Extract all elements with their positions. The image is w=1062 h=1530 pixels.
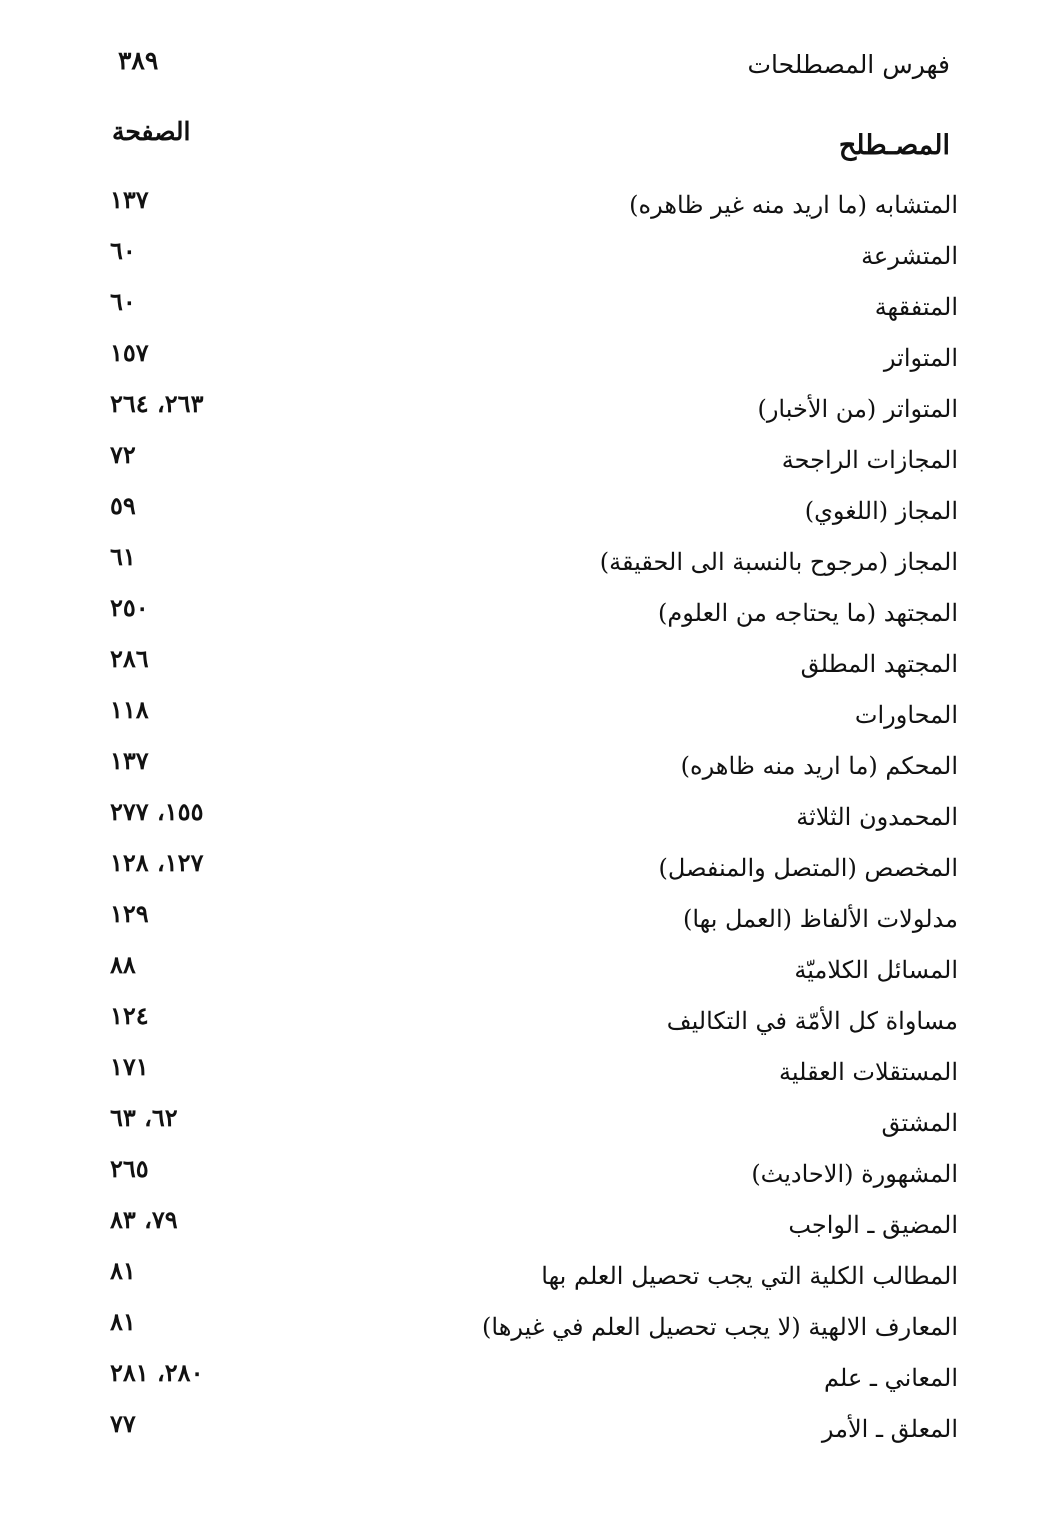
entry-pages: ١٣٧	[110, 185, 149, 214]
index-entry	[100, 1101, 962, 1152]
entry-term: المحكم (ما اريد منه ظاهره)	[680, 752, 958, 780]
entry-term: المحمدون الثلاثة	[796, 803, 958, 831]
entry-pages: ٧٢	[110, 440, 136, 469]
column-header-term: المصـطلح	[838, 130, 950, 161]
entry-term: المسائل الكلاميّة	[794, 956, 958, 984]
entry-pages: ١٥٥، ٢٧٧	[110, 797, 204, 826]
entry-pages: ١١٨	[110, 695, 149, 724]
entry-term: المعارف الالهية (لا يجب تحصيل العلم في غيرها)	[482, 1313, 958, 1341]
entry-pages: ٢٨٦	[110, 644, 149, 673]
entry-term: المتفقهة	[874, 293, 958, 321]
entry-pages: ١٢٤	[110, 1001, 149, 1030]
entry-term: المشتق	[881, 1109, 958, 1137]
index-entry	[100, 846, 962, 897]
entry-term: المضيق ـ الواجب	[788, 1211, 958, 1239]
entry-term: المطالب الكلية التي يجب تحصيل العلم بها	[541, 1262, 958, 1290]
entry-term: المتواتر	[883, 344, 958, 372]
entry-pages: ٨١	[110, 1256, 136, 1285]
index-entry	[100, 336, 962, 387]
entry-pages: ٦٠	[110, 287, 136, 316]
index-entry	[100, 795, 962, 846]
entry-term: المتشرعة	[861, 242, 958, 270]
entry-term: المحاورات	[854, 701, 958, 729]
index-entry	[100, 234, 962, 285]
entry-pages: ٧٩، ٨٣	[110, 1205, 178, 1234]
index-entry	[100, 591, 962, 642]
entry-pages: ١٢٧، ١٢٨	[110, 848, 204, 877]
entry-pages: ٦٠	[110, 236, 136, 265]
entry-pages: ٧٧	[110, 1409, 136, 1438]
index-entry	[100, 897, 962, 948]
entry-term: المستقلات العقلية	[779, 1058, 958, 1086]
page-number: ٣٨٩	[118, 46, 159, 75]
entry-term: المتواتر (من الأخبار)	[757, 395, 958, 423]
entry-pages: ١٢٩	[110, 899, 149, 928]
entry-pages: ٢٦٣، ٢٦٤	[110, 389, 204, 418]
index-entry	[100, 387, 962, 438]
entry-term: المجاز (اللغوي)	[804, 497, 958, 525]
entry-pages: ٥٩	[110, 491, 136, 520]
index-entry	[100, 642, 962, 693]
entry-pages: ٦٢، ٦٣	[110, 1103, 178, 1132]
index-entry	[100, 1254, 962, 1305]
index-entry	[100, 1050, 962, 1101]
index-entry	[100, 1356, 962, 1407]
index-entry	[100, 1305, 962, 1356]
index-entry	[100, 438, 962, 489]
entry-pages: ١٧١	[110, 1052, 149, 1081]
entry-pages: ٢٨٠، ٢٨١	[110, 1358, 204, 1387]
entry-term: المعلق ـ الأمر	[821, 1415, 958, 1443]
index-entry	[100, 1152, 962, 1203]
index-entry	[100, 999, 962, 1050]
entry-pages: ٨٨	[110, 950, 136, 979]
entry-term: المجتهد المطلق	[800, 650, 958, 678]
entry-term: المجتهد (ما يحتاجه من العلوم)	[658, 599, 958, 627]
entry-term: المخصص (المتصل والمنفصل)	[658, 854, 958, 882]
index-entry	[100, 183, 962, 234]
index-entry	[100, 540, 962, 591]
index-entries	[100, 183, 962, 1443]
entry-pages: ٢٥٠	[110, 593, 149, 622]
index-entry	[100, 693, 962, 744]
entry-pages: ٨١	[110, 1307, 136, 1336]
entry-pages: ١٥٧	[110, 338, 149, 367]
entry-term: المعاني ـ علم	[824, 1364, 958, 1392]
entry-term: المشهورة (الاحاديث)	[751, 1160, 958, 1188]
entry-term: المتشابه (ما اريد منه غير ظاهره)	[629, 191, 958, 219]
index-entry	[100, 285, 962, 336]
entry-term: مدلولات الألفاظ (العمل بها)	[682, 905, 958, 933]
entry-term: المجاز (مرجوح بالنسبة الى الحقيقة)	[599, 548, 958, 576]
index-entry	[100, 948, 962, 999]
entry-pages: ٦١	[110, 542, 136, 571]
entry-pages: ٢٦٥	[110, 1154, 149, 1183]
index-entry	[100, 1203, 962, 1254]
column-header-page: الصفحة	[112, 117, 191, 146]
index-entry	[100, 489, 962, 540]
index-entry	[100, 1407, 962, 1443]
running-title: فهرس المصطلحات	[747, 50, 950, 79]
index-entry	[100, 744, 962, 795]
entry-pages: ١٣٧	[110, 746, 149, 775]
entry-term: مساواة كل الأمّة في التكاليف	[666, 1007, 958, 1035]
entry-term: المجازات الراجحة	[781, 446, 958, 474]
